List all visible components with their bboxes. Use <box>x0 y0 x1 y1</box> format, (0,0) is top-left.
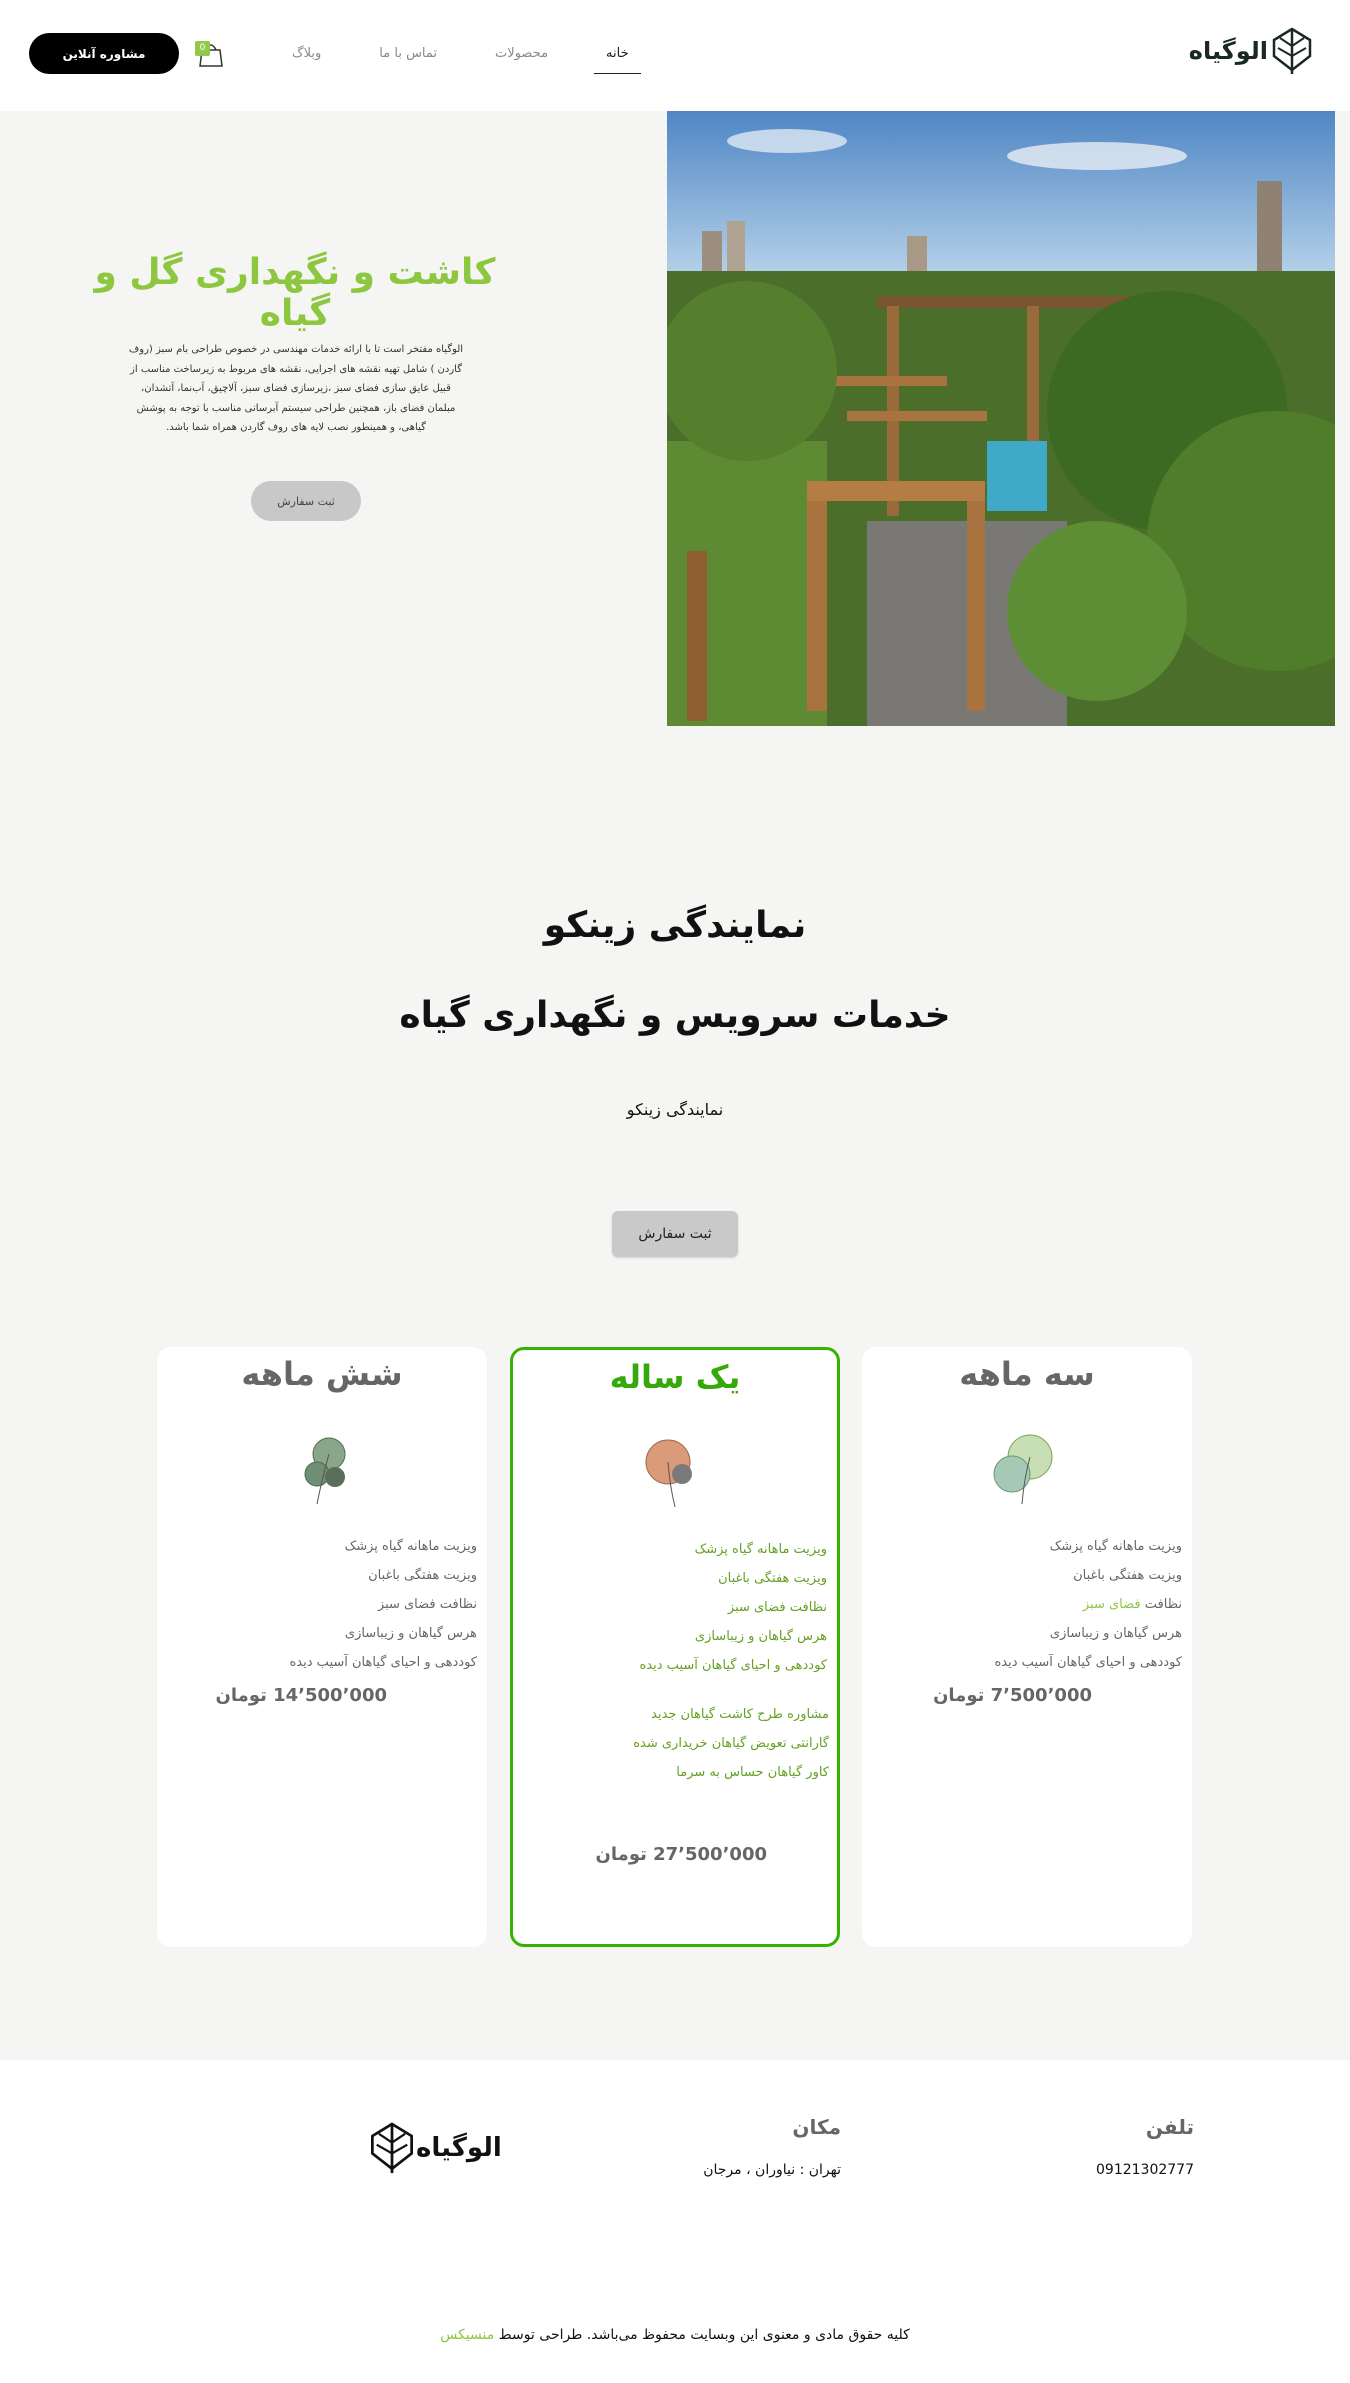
hero-order-button[interactable]: ثبت سفارش <box>251 481 361 521</box>
cart-button[interactable] <box>190 38 226 68</box>
feature-item: کوددهی و احیای گیاهان آسیب دیده <box>639 1658 827 1673</box>
feature-item: نظافت فضای سبز <box>377 1597 477 1612</box>
feature-item: ویزیت هفتگی باغبان <box>368 1568 477 1583</box>
site-logo[interactable] <box>1189 26 1314 76</box>
plan-title: شش ماهه <box>241 1355 403 1393</box>
hero-description: الوگیاه مفتخر است تا با ارائه خدمات مهندسی در خصوص طراحی بام سبز (روف گاردن ) شامل تهیه نقشه های اجرایی، نقشه های مربوط به زیرساخت مناسب از قبیل عایق سازی فضای سبز ،زیرسازی فضای سبز، آلاچیق، آب‌نما، آتشدان، مبلمان فضای باز، همچنین طراحی سیستم آبرسانی مناسب با توجه به پوشش گیاهی، و همینطور نصب لایه های روف گاردن همراه شما باشد. <box>128 344 464 433</box>
plan-price: 7٬500٬000 تومان <box>933 1685 1092 1706</box>
nav-item-blog[interactable]: وبلاگ <box>292 46 322 61</box>
plant-illustration <box>630 1422 720 1512</box>
designer-link[interactable]: منسیکس <box>440 2327 495 2343</box>
order-button[interactable]: ثبت سفارش <box>612 1211 738 1257</box>
nav-item-contact[interactable]: تماس با ما <box>379 46 438 61</box>
location-value: تهران : نیاوران ، مرجان <box>703 2162 841 2178</box>
feature-item: نظافت فضای سبز <box>727 1600 827 1615</box>
plan-features <box>995 1532 1183 1677</box>
copyright <box>0 2327 1350 2343</box>
site-footer <box>0 2060 1350 2383</box>
site-header <box>0 0 1350 111</box>
phone-value[interactable]: 09121302777 <box>1096 2162 1194 2178</box>
plan-card-one-year <box>510 1347 840 1947</box>
extra-item: گارانتی تعویض گیاهان خریداری شده <box>633 1736 829 1751</box>
phone-label: تلفن <box>1145 2115 1194 2139</box>
plan-title: سه ماهه <box>959 1355 1095 1393</box>
cart-count-badge: 0 <box>195 41 210 56</box>
feature-item: هرس گیاهان و زیباسازی <box>1049 1626 1182 1641</box>
feature-item: کوددهی و احیای گیاهان آسیب دیده <box>994 1655 1182 1670</box>
feature-item: ویزیت هفتگی باغبان <box>718 1571 827 1586</box>
leaf-logo-icon <box>1270 26 1314 76</box>
feature-item: ویزیت ماهانه گیاه پزشک <box>694 1542 827 1557</box>
plan-price: 27٬500٬000 تومان <box>595 1844 767 1865</box>
services-subtitle: خدمات سرویس و نگهداری گیاه <box>399 995 951 1036</box>
feature-item: کوددهی و احیای گیاهان آسیب دیده <box>289 1655 477 1670</box>
footer-logo[interactable] <box>368 2120 502 2176</box>
logo-text: الوگیاه <box>1188 37 1268 65</box>
zinco-agency-title: نمایندگی زینکو <box>543 905 807 946</box>
plan-title: یک ساله <box>609 1358 741 1396</box>
hero-title: کاشت و نگهداری گل و گیاه <box>94 252 496 334</box>
plan-price: 14٬500٬000 تومان <box>215 1685 387 1706</box>
plan-card-three-month <box>862 1347 1192 1947</box>
feature-item: ویزیت ماهانه گیاه پزشک <box>1049 1539 1182 1554</box>
leaf-logo-icon <box>368 2120 416 2176</box>
zinco-agency-text: نمایندگی زینکو <box>626 1100 724 1119</box>
feature-item: ویزیت ماهانه گیاه پزشک <box>344 1539 477 1554</box>
main-nav <box>280 32 641 74</box>
plant-illustration <box>982 1419 1072 1509</box>
rooftop-garden-photo <box>667 111 1335 726</box>
online-consult-button[interactable]: مشاوره آنلاین <box>29 33 179 74</box>
logo-text: الوگیاه <box>416 2133 502 2163</box>
nav-item-products[interactable]: محصولات <box>495 46 549 61</box>
location-label: مکان <box>792 2115 841 2139</box>
feature-item: نظافت فضای سبز <box>1082 1597 1182 1612</box>
nav-item-home[interactable]: خانه <box>594 32 641 74</box>
plant-illustration <box>277 1419 367 1509</box>
copyright-text: کلیه حقوق مادی و معنوی این وبسایت محفوظ می‌باشد. طراحی توسط <box>498 2327 910 2343</box>
feature-item: هرس گیاهان و زیباسازی <box>344 1626 477 1641</box>
feature-item: هرس گیاهان و زیباسازی <box>694 1629 827 1644</box>
feature-item: ویزیت هفتگی باغبان <box>1073 1568 1182 1583</box>
plan-extras <box>633 1700 829 1787</box>
extra-item: مشاوره طرح کاشت گیاهان جدید <box>651 1707 829 1722</box>
plan-features <box>290 1532 478 1677</box>
plan-features <box>640 1535 828 1680</box>
plan-card-six-month <box>157 1347 487 1947</box>
extra-item: کاور گیاهان حساس به سرما <box>676 1765 829 1780</box>
hero-image <box>667 111 1335 726</box>
